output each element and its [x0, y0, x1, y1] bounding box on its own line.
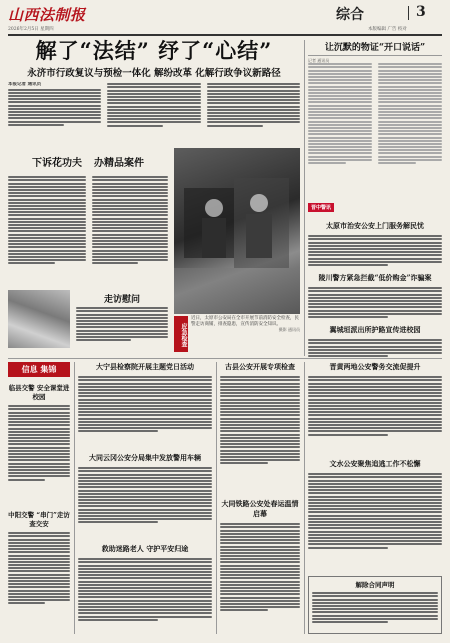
right-article-author: 记者 通讯员	[308, 58, 330, 63]
lead-byline: 本报记者 通讯员	[8, 82, 42, 87]
newspaper-logo: 山西法制报	[8, 6, 86, 24]
article-headline: 救助迷路老人 守护平安归途	[101, 544, 189, 553]
bottom-col-c	[308, 362, 442, 634]
photo-caption-text: 近日，太原市公安局在全市开展节前消防安全检查，民警走访商铺，排查隐患，宣传消防安全知识。	[191, 316, 299, 327]
article-headline: 文水公安聚焦追逃工作不松懈	[329, 459, 421, 468]
lead-subhead-row	[8, 150, 168, 172]
police-news-headline: 太原市治安公安上门服务解民忧	[326, 221, 424, 230]
section-name: 综合	[336, 7, 364, 23]
lead-body-col	[8, 82, 101, 140]
visit-body	[76, 306, 168, 350]
masthead	[0, 0, 450, 36]
police-news-headline: 翼城垣派出所护路宣传进校园	[329, 325, 421, 334]
article-headline: 大同铁路公安处春运温情启幕	[221, 499, 299, 518]
lead-article	[8, 40, 300, 79]
briefs-label: 信息 集锦	[8, 362, 70, 377]
lead-subhead: 下诉花功夫	[32, 157, 82, 169]
photo-credit: 摄影 通讯员	[278, 327, 300, 332]
column-divider	[304, 40, 305, 356]
firefighters-image	[174, 148, 300, 314]
column-divider	[216, 362, 217, 634]
editor-line: 本版编辑 广告 校对	[368, 27, 407, 32]
police-news-label: 晋中警讯	[308, 203, 334, 212]
photo-caption-label: 应急检查	[174, 316, 188, 352]
notice-title: 解除合同声明	[355, 581, 395, 589]
notice-box	[308, 576, 442, 634]
visit-headline: 走访慰问	[103, 295, 140, 305]
right-body-col	[308, 62, 372, 190]
page-number: 3	[416, 4, 426, 20]
left-body-col	[8, 175, 86, 285]
lead-body-col	[207, 82, 300, 140]
issue-date: 2026年2月5日 星期四	[8, 27, 54, 32]
column-divider	[304, 362, 305, 634]
lead-headline: 解了“法结” 纾了“心结”	[35, 38, 273, 63]
right-article-title: 让沉默的物证“开口说话”	[308, 40, 442, 56]
section-divider	[408, 6, 409, 20]
article-headline: 晋黄两地公安警务交流促提升	[329, 362, 421, 371]
lead-body-col	[107, 82, 200, 140]
brief-title: 中阳交警 “串门”走访查交安	[8, 511, 70, 528]
lead-photo	[174, 148, 300, 314]
right-article	[308, 40, 442, 64]
masthead-rule	[8, 34, 442, 36]
section-rule	[8, 358, 442, 359]
briefs-column	[8, 362, 70, 634]
photo-caption-block	[174, 316, 300, 352]
police-news-box	[308, 194, 442, 356]
lead-subtitle: 永济市行政复议与预检一体化 解纷改革 化解行政争议新路径	[27, 68, 281, 79]
lead-body	[8, 82, 300, 140]
bottom-col-b	[220, 362, 300, 634]
article-headline: 古县公安开展专项检查	[225, 362, 295, 371]
article-headline: 大同云冈公安分局集中发放警用车辆	[89, 453, 201, 462]
police-news-headline: 陵川警方紧急拦截“低价购金”诈骗案	[318, 273, 432, 282]
right-body-col	[378, 62, 442, 190]
lead-subhead: 办精品案件	[94, 157, 144, 169]
column-divider	[74, 362, 75, 634]
article-headline: 大宁县检察院开展主题党日活动	[96, 362, 194, 371]
visit-photo	[8, 290, 70, 348]
left-body-col	[92, 175, 168, 285]
brief-title: 临县交警 安全课堂进校园	[8, 384, 70, 401]
bottom-col-a	[78, 362, 212, 634]
